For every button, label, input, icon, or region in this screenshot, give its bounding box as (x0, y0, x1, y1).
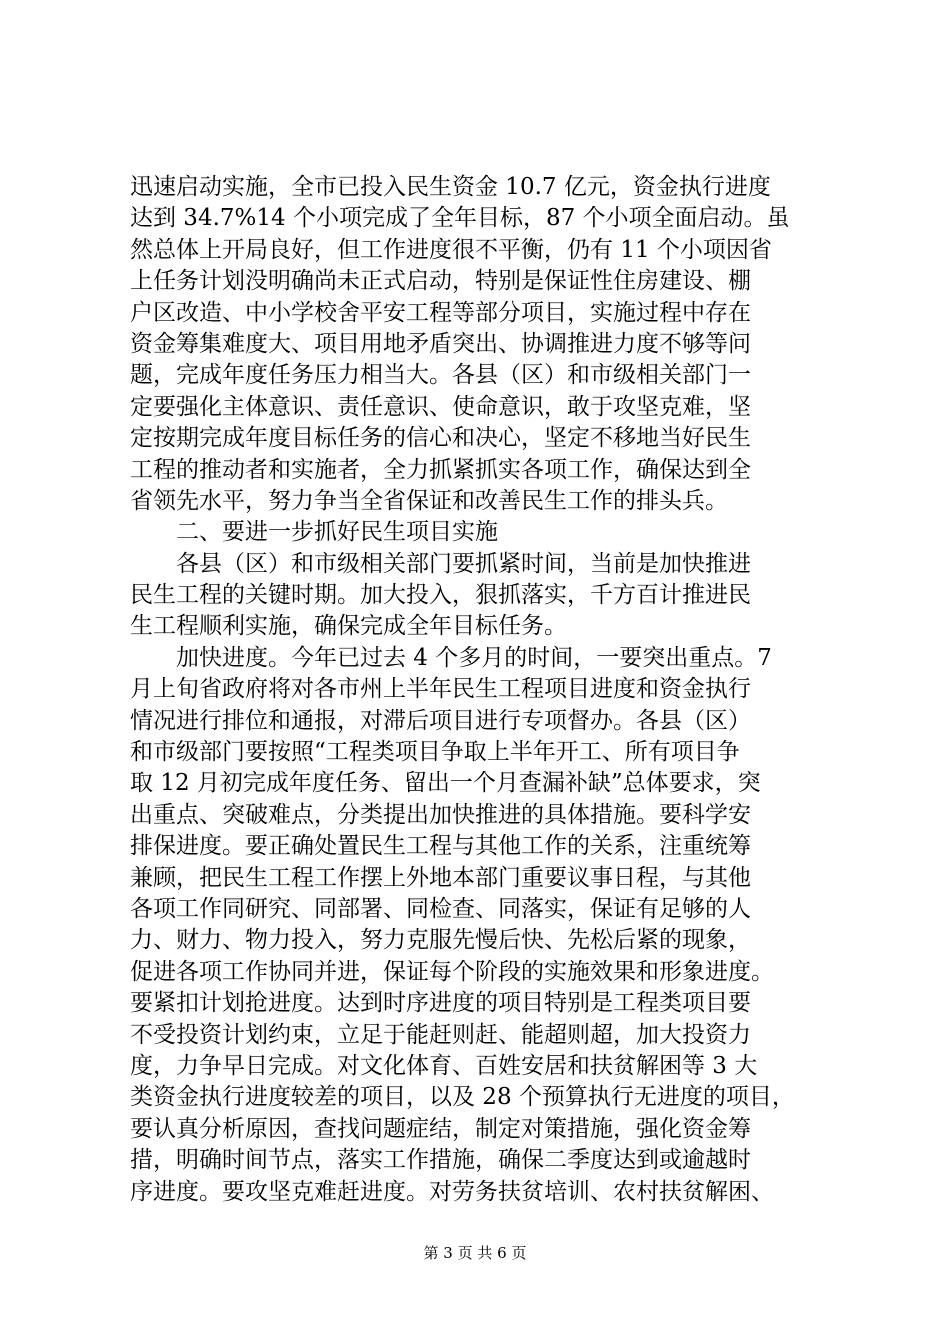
text-line: 各项工作同研究、同部署、同检查、同落实，保证有足够的人 (130, 895, 751, 922)
text-line: 月上旬省政府将对各市州上半年民生工程项目进度和资金执行 (130, 676, 751, 703)
text-line: 要认真分析原因，查找问题症结，制定对策措施，强化资金筹 (130, 1115, 751, 1142)
text-line: 措，明确时间节点，落实工作措施，确保二季度达到或逾越时 (130, 1147, 751, 1174)
text-line: 资金筹集难度大、项目用地矛盾突出、协调推进力度不够等问 (130, 330, 751, 357)
text-line: 类资金执行进度较差的项目，以及 28 个预算执行无进度的项目， (130, 1084, 795, 1111)
text-line: 户区改造、中小学校舍平安工程等部分项目，实施过程中存在 (130, 299, 751, 326)
text-line: 序进度。要攻坚克难赶进度。对劳务扶贫培训、农村扶贫解困、 (130, 1178, 774, 1205)
text-line: 定要强化主体意识、责任意识、使命意识，敢于攻坚克难，坚 (130, 393, 751, 420)
text-line: 定按期完成年度目标任务的信心和决心，坚定不移地当好民生 (130, 425, 751, 452)
text-line: 加快进度。今年已过去 4 个多月的时间，一要突出重点。7 (130, 644, 772, 671)
page-number-label: 第 3 页 共 6 页 (423, 1244, 527, 1262)
text-line: 二、要进一步抓好民生项目实施 (130, 519, 498, 546)
text-line: 力、财力、物力投入，努力克服先慢后快、先松后紧的现象， (130, 927, 751, 954)
text-line: 题，完成年度任务压力相当大。各县（区）和市级相关部门一 (130, 362, 751, 389)
text-line: 生工程顺利实施，确保完成全年目标任务。 (130, 613, 567, 640)
document-body (130, 172, 850, 1208)
text-line: 取 12 月初完成年度任务、留出一个月查漏补缺”总体要求，突 (130, 770, 761, 797)
text-line: 迅速启动实施，全市已投入民生资金 10.7 亿元，资金执行进度 (130, 174, 771, 200)
text-line: 上任务计划没明确尚未正式启动，特别是保证性住房建设、棚 (130, 268, 751, 295)
text-line: 然总体上开局良好，但工作进度很不平衡，仍有 11 个小项因省 (130, 236, 772, 263)
text-line: 不受投资计划约束，立足于能赶则赶、能超则超，加大投资力 (130, 1021, 751, 1048)
text-line: 情况进行排位和通报，对滞后项目进行专项督办。各县（区） (130, 707, 751, 734)
text-line: 和市级部门要按照“工程类项目争取上半年开工、所有项目争 (130, 739, 740, 766)
page-footer (0, 1243, 950, 1263)
text-line: 排保进度。要正确处置民生工程与其他工作的关系，注重统筹 (130, 833, 751, 860)
text-line: 要紧扣计划抢进度。达到时序进度的项目特别是工程类项目要 (130, 990, 751, 1017)
text-line: 兼顾，把民生工程工作摆上外地本部门重要议事日程，与其他 (130, 864, 751, 891)
text-line: 省领先水平，努力争当全省保证和改善民生工作的排头兵。 (130, 487, 728, 514)
text-line: 工程的推动者和实施者，全力抓紧抓实各项工作，确保达到全 (130, 456, 751, 483)
text-line: 出重点、突破难点，分类提出加快推进的具体措施。要科学安 (130, 801, 751, 828)
text-line: 各县（区）和市级相关部门要抓紧时间，当前是加快推进 (130, 550, 751, 577)
text-line: 民生工程的关键时期。加大投入，狠抓落实，千方百计推进民 (130, 582, 751, 609)
text-line: 达到 34.7%14 个小项完成了全年目标，87 个小项全面启动。虽 (130, 205, 790, 232)
text-line: 度，力争早日完成。对文化体育、百姓安居和扶贫解困等 3 大 (130, 1052, 758, 1079)
text-line: 促进各项工作协同并进，保证每个阶段的实施效果和形象进度。 (130, 958, 774, 985)
